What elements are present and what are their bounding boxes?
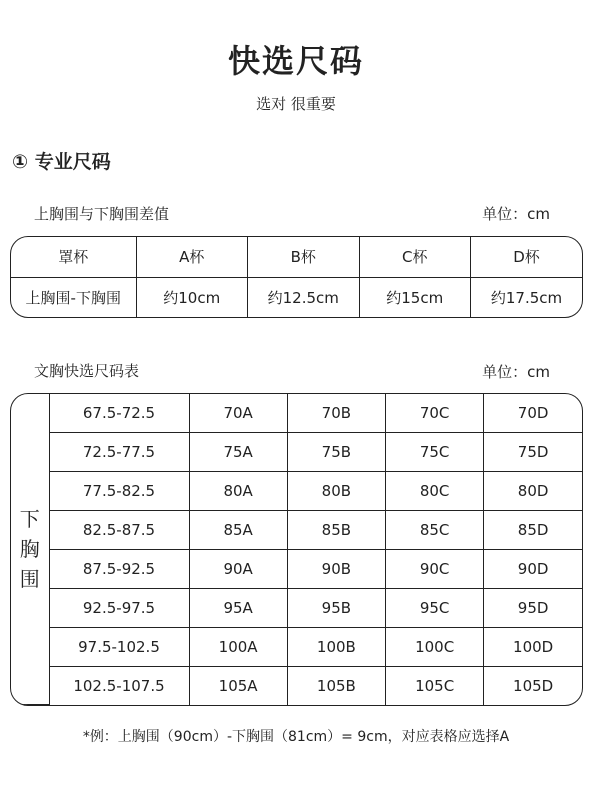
table-cell: 100A	[189, 627, 287, 666]
table-cell: 80A	[189, 471, 287, 510]
table-cell: 90C	[386, 549, 484, 588]
table-cell: 102.5-107.5	[49, 666, 189, 704]
table-row	[11, 277, 582, 317]
page-title: 快选尺码	[227, 42, 364, 80]
table-cell: 70A	[189, 394, 287, 432]
table-cell: 75A	[189, 432, 287, 471]
table-row	[11, 627, 582, 666]
table-cell: 75C	[386, 432, 484, 471]
table-row	[11, 510, 582, 549]
table-cell: 上胸围-下胸围	[11, 277, 136, 317]
table-cell: 90B	[287, 549, 385, 588]
table-cell: 70B	[287, 394, 385, 432]
table-row	[11, 394, 582, 432]
table-cell: 85C	[386, 510, 484, 549]
table-header-row	[11, 237, 582, 277]
table-cell: 75D	[484, 432, 582, 471]
header-cell: C杯	[359, 237, 471, 277]
size-table-unit: 单位：cm	[482, 363, 550, 381]
table-cell: 67.5-72.5	[49, 394, 189, 432]
table-cell: 100B	[287, 627, 385, 666]
header-cell: D杯	[471, 237, 583, 277]
table-cell: 95A	[189, 588, 287, 627]
diff-table-label: 上胸围与下胸围差值	[34, 205, 170, 223]
table-cell: 70C	[386, 394, 484, 432]
table-cell: 97.5-102.5	[49, 627, 189, 666]
table-row	[11, 666, 582, 704]
table-cell: 72.5-77.5	[49, 432, 189, 471]
header-cell: A杯	[136, 237, 248, 277]
section-heading: ① 专业尺码	[12, 151, 111, 173]
table-cell: 100D	[484, 627, 582, 666]
table-cell: 90D	[484, 549, 582, 588]
table-cell: 92.5-97.5	[49, 588, 189, 627]
cup-difference-table	[10, 236, 583, 318]
table-cell: 105D	[484, 666, 582, 704]
table-cell: 约17.5cm	[471, 277, 583, 317]
table-cell: 82.5-87.5	[49, 510, 189, 549]
footnote: *例：上胸围（90cm）-下胸围（81cm）= 9cm，对应表格应选择A	[82, 729, 510, 745]
table-cell: 95D	[484, 588, 582, 627]
table-cell: 75B	[287, 432, 385, 471]
header-cell: B杯	[248, 237, 360, 277]
table-cell: 90A	[189, 549, 287, 588]
table-cell: 105A	[189, 666, 287, 704]
table-cell: 约10cm	[136, 277, 248, 317]
table-cell: 70D	[484, 394, 582, 432]
diff-table-unit: 单位：cm	[482, 205, 550, 223]
table-cell: 105B	[287, 666, 385, 704]
table-cell: 约15cm	[359, 277, 471, 317]
table-cell: 105C	[386, 666, 484, 704]
table-row	[11, 432, 582, 471]
table-cell: 85A	[189, 510, 287, 549]
table-cell: 95B	[287, 588, 385, 627]
table-cell: 85D	[484, 510, 582, 549]
table-row	[11, 588, 582, 627]
table-cell: 100C	[386, 627, 484, 666]
table-cell: 85B	[287, 510, 385, 549]
table-row	[11, 549, 582, 588]
underbust-side-label	[11, 394, 49, 705]
table-cell: 95C	[386, 588, 484, 627]
header-cell: 罩杯	[11, 237, 136, 277]
table-cell: 80C	[386, 471, 484, 510]
table-cell: 约12.5cm	[248, 277, 360, 317]
table-cell: 87.5-92.5	[49, 549, 189, 588]
size-table-label: 文胸快选尺码表	[34, 362, 140, 380]
underbust-side-label-text: 下胸围	[19, 507, 40, 591]
table-row	[11, 471, 582, 510]
table-cell: 80D	[484, 471, 582, 510]
size-chart-table	[10, 393, 583, 706]
table-cell: 77.5-82.5	[49, 471, 189, 510]
page-subtitle: 选对 很重要	[256, 95, 336, 113]
table-cell: 80B	[287, 471, 385, 510]
